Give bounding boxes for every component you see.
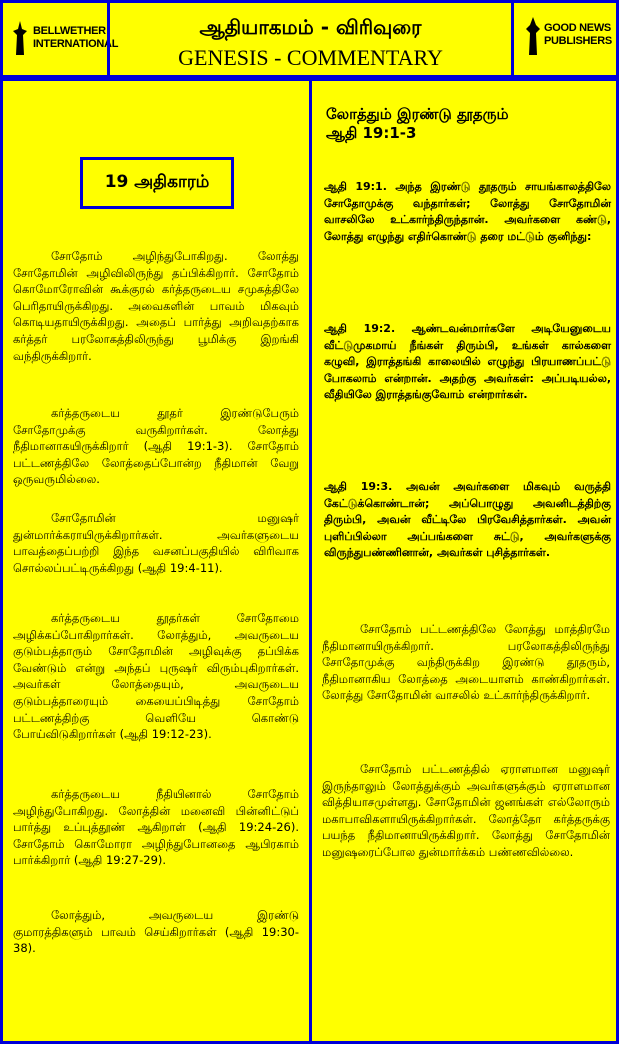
left-logo-text: BELLWETHER INTERNATIONAL (33, 25, 119, 50)
right-column (309, 78, 619, 1044)
title-box (107, 0, 514, 78)
good-news-logo-icon (524, 15, 542, 57)
section-title-line-1: லோத்தும் இரண்டு தூதரும் (326, 105, 509, 123)
right-paragraph-1: சோதோம் பட்டணத்திலே லோத்து மாத்திரமே நீதிமானாயிருக்கிறார். பரலோகத்திலிருந்து சோதோமுக்கு வந்திருக்கிற இரண்டு தூதரும், நீதிமானாகிய லோத்தை அடையாளம் காண்கிறார்கள். லோத்து சோதோமின் வாசலில் உட்கார்ந்திருக்கிறார். (322, 622, 610, 703)
right-logo-text: GOOD NEWS PUBLISHERS (544, 22, 612, 47)
right-logo-box (511, 0, 619, 78)
section-title (326, 105, 606, 143)
bellwether-logo-icon (11, 19, 29, 57)
left-paragraph-6: லோத்தும், அவருடைய இரண்டு குமாரத்திகளும் பாவம் செய்கிறார்கள் (ஆதி 19:30-38). (13, 908, 299, 956)
verse-2: ஆதி 19:2. ஆண்டவன்மார்களே அடியேனுடைய வீட்டுமுகமாய் நீங்கள் திரும்பி, உங்கள் கால்களை கழுவி, இராத்தங்கி காலையில் எழுந்து பிரயாணப்பட்டு போகலாம் என்றான். அதற்கு அவர்கள்: அப்படியல்ல, வீதியிலே இராத்தங்குவோம் என்றார்கள். (324, 322, 611, 402)
left-paragraph-5: கர்த்தருடைய நீதியினால் சோதோம் அழிந்துபோகிறது. லோத்தின் மனைவி பின்னிட்டுப் பார்த்து உப்புத்தூண் ஆகிறாள் (ஆதி 19:24-26). சோதோம் கொமோரா அழிந்துபோனதை ஆபிரகாம் பார்க்கிறார் (ஆதி 19:27-29). (13, 787, 299, 868)
left-paragraph-2: கர்த்தருடைய தூதர் இரண்டுபேரும் சோதோமுக்கு வருகிறார்கள். லோத்து நீதிமானாகயிருக்கிறார் (ஆதி 19:1-3). சோதோம் பட்டணத்திலே லோத்தைப்போன்ற நீதிமான் வேறு ஒருவருமில்லை. (13, 406, 299, 487)
verse-3: ஆதி 19:3. அவன் அவர்களை மிகவும் வருத்தி கேட்டுக்கொண்டான்; அப்பொழுது அவனிடத்திற்கு திரும்பி, அவன் வீட்டிலே பிரவேசித்தார்கள். அவன் புளிப்பில்லா அப்பங்களை சுட்டு, அவர்களுக்கு விருந்துபண்ணினான், அவர்கள் புசித்தார்கள். (324, 480, 611, 560)
left-paragraph-1: சோதோம் அழிந்துபோகிறது. லோத்து சோதோமின் அழிவிலிருந்து தப்பிக்கிறார். சோதோம் கொமோரோவின் கூக்குரல் கர்த்தருடைய சமுகத்திலே பெரிதாயிருக்கிறது. அவைகளின் பாவம் மிகவும் கொடியதாயிருக்கிறது. அதைப் பார்த்து அறிவதற்காக கர்த்தர் பரலோகத்திலிருந்து பூமிக்கு இறங்கி வந்திருக்கிறார். (13, 249, 299, 363)
right-paragraph-2: சோதோம் பட்டணத்தில் ஏராளமான மனுஷர் இருந்தாலும் லோத்துக்கும் அவர்களுக்கும் ஏராளமான வித்தியாசமுள்ளது. சோதோமின் ஜனங்கள் எல்லோரும் மகாபாவிகளாயிருக்கிறார்கள். லோத்தோ கர்த்தருக்கு பயந்த நீதிமானாயிருக்கிறார். லோத்து சோதோமின் மனுஷரைப்போல துன்மார்க்கம் பண்ணவில்லை. (322, 762, 610, 859)
section-title-line-2: ஆதி 19:1-3 (326, 124, 417, 142)
verse-1: ஆதி 19:1. அந்த இரண்டு தூதரும் சாயங்காலத்திலே சோதோமுக்கு வந்தார்கள்; லோத்து சோதோமின் வாசலிலே உட்கார்ந்திருந்தான். அவர்களை கண்டு, லோத்து எழுந்து எதிர்கொண்டு தரை மட்டும் குனிந்து: (324, 180, 611, 243)
title-english: GENESIS - COMMENTARY (178, 45, 443, 70)
left-logo-box (0, 0, 119, 78)
title-tamil: ஆதியாகமம் - விரிவுரை (199, 15, 422, 39)
left-column (0, 78, 312, 1044)
left-paragraph-4: கர்த்தருடைய தூதர்கள் சோதோமை அழிக்கப்போகிறார்கள். லோத்தும், அவருடைய குடும்பத்தாரும் சோதோமின் அழிவுக்கு தப்பிக்க வேண்டும் என்று அந்தப் புருஷர் விரும்புகிறார்கள். அவர்கள் லோத்தையும், அவருடைய குடும்பத்தாரையும் கையைப்பிடித்து சோதோம் பட்டணத்திற்கு வெளியே கொண்டு போய்விடுகிறார்கள் (ஆதி 19:12-23). (13, 611, 299, 742)
left-paragraph-3: சோதோமின் மனுஷர் துன்மார்க்கராயிருக்கிறார்கள். அவர்களுடைய பாவத்தைப்பற்றி இந்த வசனப்பகுதியில் விரிவாக சொல்லப்பட்டிருக்கிறது (ஆதி 19:4-11). (13, 511, 299, 575)
chapter-heading: 19 அதிகாரம் (80, 157, 234, 209)
